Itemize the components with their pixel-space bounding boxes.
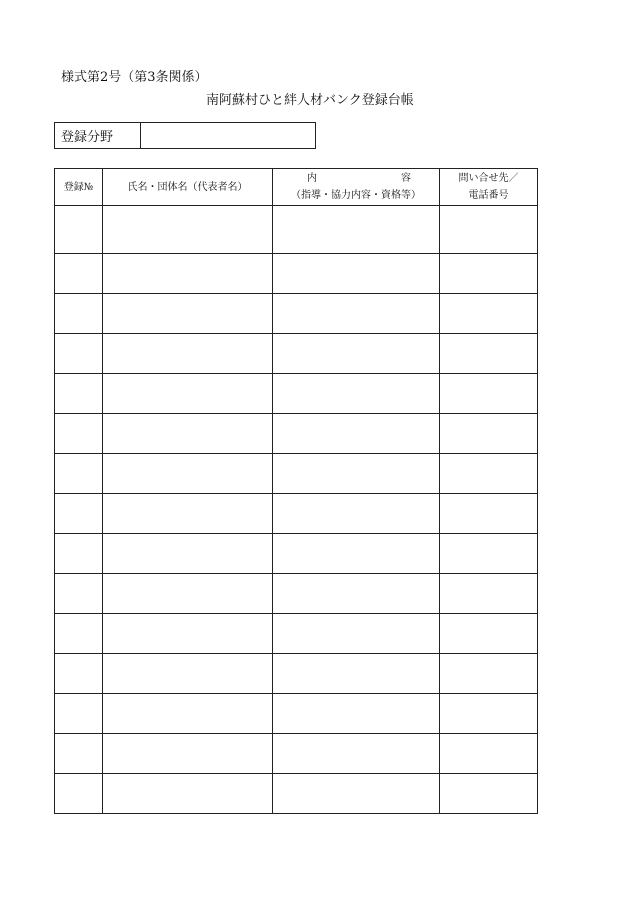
cell-contact[interactable]: [440, 494, 538, 534]
header-content-subtitle: （指導・協力内容・資格等）: [291, 190, 421, 201]
registration-field-input[interactable]: [141, 123, 315, 148]
cell-content[interactable]: [273, 574, 440, 614]
cell-name[interactable]: [103, 206, 273, 254]
table-row: [55, 494, 538, 534]
table-row: [55, 734, 538, 774]
cell-name[interactable]: [103, 414, 273, 454]
cell-contact[interactable]: [440, 206, 538, 254]
table-row: [55, 534, 538, 574]
cell-contact[interactable]: [440, 614, 538, 654]
cell-name[interactable]: [103, 734, 273, 774]
cell-registration-no[interactable]: [55, 294, 103, 334]
cell-contact[interactable]: [440, 694, 538, 734]
cell-contact[interactable]: [440, 774, 538, 814]
cell-content[interactable]: [273, 206, 440, 254]
table-row: [55, 454, 538, 494]
table-row: [55, 654, 538, 694]
table-row: [55, 334, 538, 374]
cell-name[interactable]: [103, 334, 273, 374]
cell-registration-no[interactable]: [55, 734, 103, 774]
header-registration-no: 登録№: [55, 169, 103, 206]
cell-name[interactable]: [103, 534, 273, 574]
table-row: [55, 614, 538, 654]
cell-contact[interactable]: [440, 454, 538, 494]
table-row: [55, 294, 538, 334]
cell-content[interactable]: [273, 694, 440, 734]
header-row: [55, 169, 538, 206]
cell-name[interactable]: [103, 494, 273, 534]
cell-name[interactable]: [103, 294, 273, 334]
cell-contact[interactable]: [440, 574, 538, 614]
cell-registration-no[interactable]: [55, 654, 103, 694]
cell-content[interactable]: [273, 254, 440, 294]
cell-content[interactable]: [273, 654, 440, 694]
cell-name[interactable]: [103, 574, 273, 614]
cell-contact[interactable]: [440, 534, 538, 574]
header-content-right: 容: [401, 173, 411, 184]
cell-name[interactable]: [103, 774, 273, 814]
cell-name[interactable]: [103, 654, 273, 694]
table-row: [55, 574, 538, 614]
cell-name[interactable]: [103, 254, 273, 294]
cell-content[interactable]: [273, 614, 440, 654]
header-contact: [440, 169, 538, 206]
cell-content[interactable]: [273, 294, 440, 334]
cell-registration-no[interactable]: [55, 694, 103, 734]
cell-content[interactable]: [273, 774, 440, 814]
register-table: [54, 168, 538, 814]
cell-content[interactable]: [273, 334, 440, 374]
table-row: [55, 694, 538, 734]
cell-registration-no[interactable]: [55, 254, 103, 294]
registration-field-label: 登録分野: [55, 123, 141, 148]
table-row: [55, 774, 538, 814]
cell-name[interactable]: [103, 694, 273, 734]
form-number: 様式第2号（第3条関係）: [61, 70, 208, 85]
cell-contact[interactable]: [440, 374, 538, 414]
cell-name[interactable]: [103, 374, 273, 414]
header-content: [273, 169, 440, 206]
cell-registration-no[interactable]: [55, 494, 103, 534]
table-row: [55, 374, 538, 414]
cell-content[interactable]: [273, 734, 440, 774]
cell-contact[interactable]: [440, 254, 538, 294]
cell-registration-no[interactable]: [55, 374, 103, 414]
cell-registration-no[interactable]: [55, 534, 103, 574]
cell-name[interactable]: [103, 454, 273, 494]
cell-content[interactable]: [273, 494, 440, 534]
register-body: [55, 206, 538, 814]
cell-contact[interactable]: [440, 294, 538, 334]
cell-name[interactable]: [103, 614, 273, 654]
cell-contact[interactable]: [440, 414, 538, 454]
cell-content[interactable]: [273, 374, 440, 414]
header-contact-line2: 電話番号: [468, 190, 509, 201]
table-row: [55, 206, 538, 254]
cell-content[interactable]: [273, 414, 440, 454]
cell-registration-no[interactable]: [55, 774, 103, 814]
cell-registration-no[interactable]: [55, 614, 103, 654]
header-contact-line1: 問い合せ先／: [458, 173, 519, 184]
cell-content[interactable]: [273, 534, 440, 574]
registration-field-box: [54, 122, 316, 149]
cell-registration-no[interactable]: [55, 334, 103, 374]
cell-contact[interactable]: [440, 654, 538, 694]
document-title: 南阿蘇村ひと絆人材バンク登録台帳: [206, 93, 414, 108]
cell-registration-no[interactable]: [55, 414, 103, 454]
cell-contact[interactable]: [440, 334, 538, 374]
cell-registration-no[interactable]: [55, 206, 103, 254]
table-row: [55, 414, 538, 454]
header-content-left: 内: [307, 173, 317, 184]
cell-registration-no[interactable]: [55, 454, 103, 494]
cell-registration-no[interactable]: [55, 574, 103, 614]
header-name: 氏名・団体名（代表者名）: [103, 169, 273, 206]
header-content-title: [273, 170, 439, 187]
table-row: [55, 254, 538, 294]
cell-contact[interactable]: [440, 734, 538, 774]
cell-content[interactable]: [273, 454, 440, 494]
